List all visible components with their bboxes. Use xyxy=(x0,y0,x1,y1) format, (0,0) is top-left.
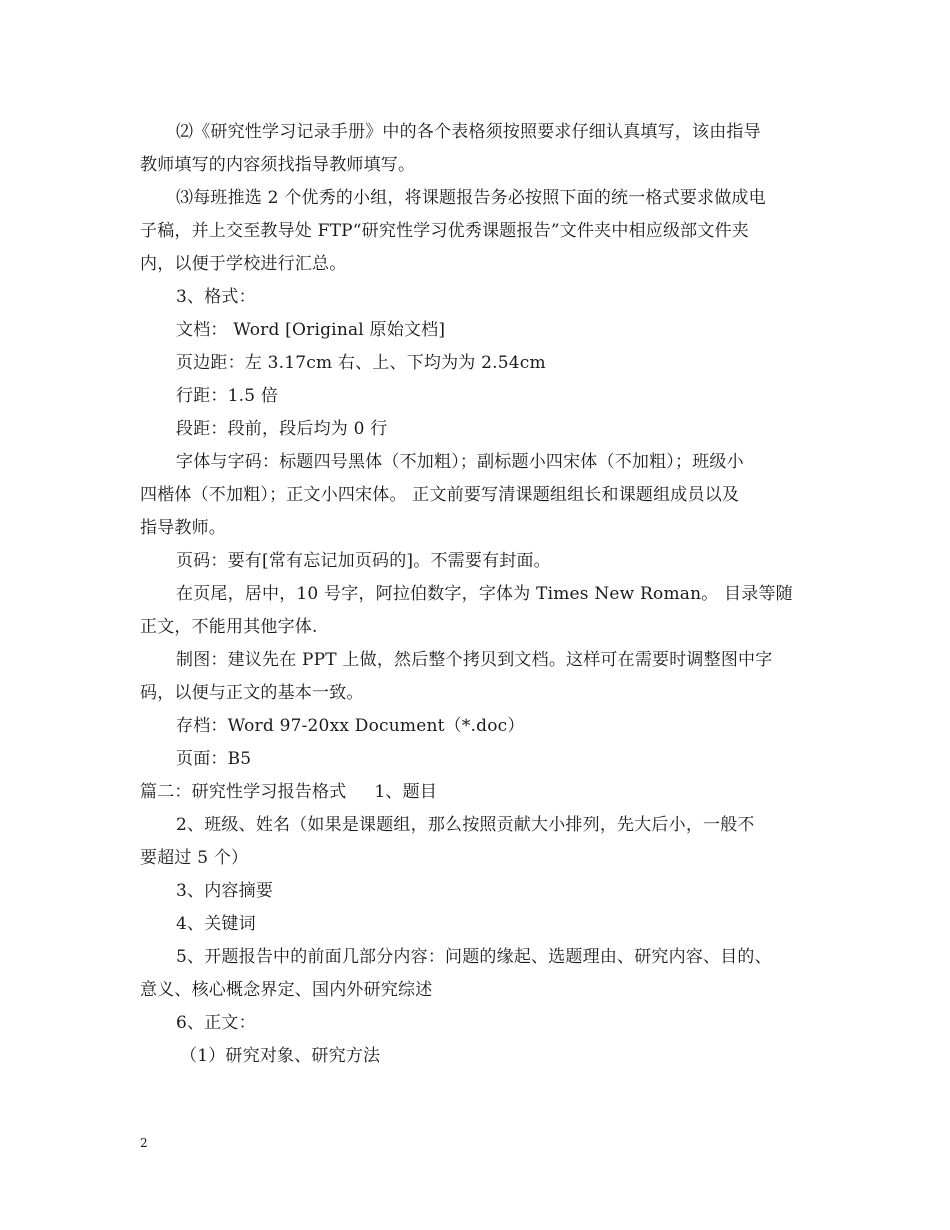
paragraph-line: 段距：段前，段后均为 0 行 xyxy=(176,419,388,439)
outline-item: 6、正文： xyxy=(176,1013,256,1033)
section-title: 篇二：研究性学习报告格式 xyxy=(140,782,347,802)
paragraph-line: 3、格式： xyxy=(176,287,256,307)
paragraph-line: 行距：1.5 倍 xyxy=(176,386,279,406)
paragraph-line: 存档：Word 97-20xx Document（*.doc） xyxy=(176,716,525,736)
section-first-item: 1、题目 xyxy=(374,782,438,802)
paragraph-line: 指导教师。 xyxy=(140,518,226,538)
outline-subitem: （1）研究对象、研究方法 xyxy=(180,1046,381,1066)
section-heading-line xyxy=(140,776,812,809)
paragraph-line: 子稿，并上交至教导处 FTP“研究性学习优秀课题报告”文件夹中相应级部文件夹 xyxy=(140,221,749,241)
outline-item: 4、关键词 xyxy=(176,914,256,934)
paragraph-line: 在页尾，居中，10 号字，阿拉伯数字，字体为 Times New Roman。 目录等随 xyxy=(176,584,793,604)
paragraph-line: 四楷体（不加粗）；正文小四宋体。 正文前要写清课题组组长和课题组成员以及 xyxy=(140,485,740,505)
paragraph-line: 页面：B5 xyxy=(176,749,252,769)
outline-item: 意义、核心概念界定、国内外研究综述 xyxy=(140,980,433,1000)
outline-item: 2、班级、姓名（如果是课题组，那么按照贡献大小排列，先大后小，一般不 xyxy=(176,815,755,835)
outline-item: 3、内容摘要 xyxy=(176,881,274,901)
paragraph-line: ⑵《研究性学习记录手册》中的各个表格须按照要求仔细认真填写，该由指导 xyxy=(176,122,761,142)
paragraph-line: 制图：建议先在 PPT 上做，然后整个拷贝到文档。这样可在需要时调整图中字 xyxy=(176,650,773,670)
paragraph-line: 码，以便与正文的基本一致。 xyxy=(140,683,364,703)
paragraph-line: 正文，不能用其他字体. xyxy=(140,617,318,637)
paragraph-line: 文档： Word [Original 原始文档] xyxy=(176,320,446,340)
paragraph-line: 内，以便于学校进行汇总。 xyxy=(140,254,347,274)
paragraph-line: 教师填写的内容须找指导教师填写。 xyxy=(140,155,416,175)
paragraph-line: 页边距：左 3.17cm 右、上、下均为为 2.54cm xyxy=(176,353,546,373)
document-body xyxy=(140,116,812,1073)
paragraph-line: 页码：要有[常有忘记加页码的]。不需要有封面。 xyxy=(176,551,551,571)
page-number: 2 xyxy=(140,1136,148,1150)
paragraph-line: ⑶每班推选 2 个优秀的小组，将课题报告务必按照下面的统一格式要求做成电 xyxy=(176,188,766,208)
outline-item: 要超过 5 个） xyxy=(140,848,249,868)
outline-item: 5、开题报告中的前面几部分内容：问题的缘起、选题理由、研究内容、目的、 xyxy=(176,947,772,967)
paragraph-line: 字体与字码：标题四号黑体（不加粗）；副标题小四宋体（不加粗）；班级小 xyxy=(176,452,744,472)
